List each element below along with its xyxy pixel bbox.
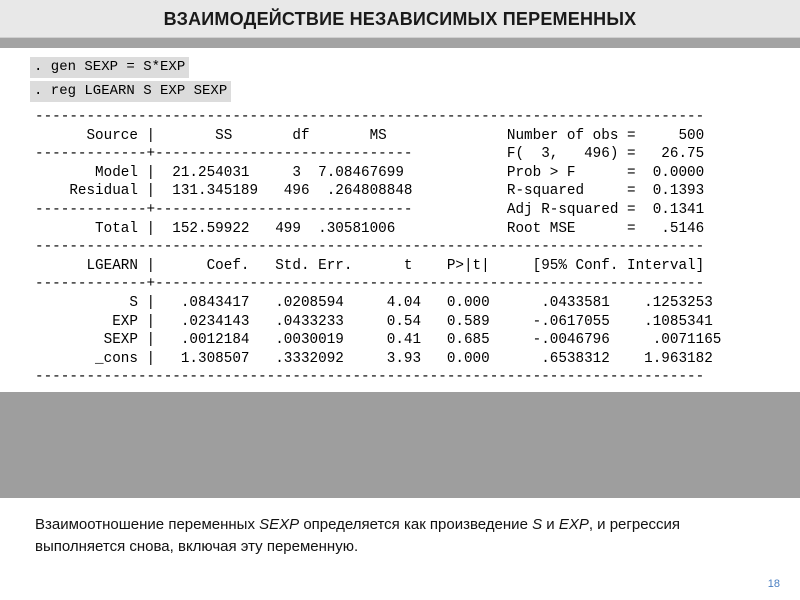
explanation-text bbox=[35, 514, 755, 558]
gray-band bbox=[0, 392, 800, 498]
stata-panel bbox=[0, 48, 800, 392]
note-variable: EXP bbox=[558, 516, 589, 533]
slide-title: ВЗАИМОДЕЙСТВИЕ НЕЗАВИСИМЫХ ПЕРЕМЕННЫХ bbox=[163, 9, 637, 29]
output-line: -------------+------------------------------ Adj R-squared = 0.1341 bbox=[35, 201, 705, 218]
output-line: _cons | 1.308507 .3332092 3.93 0.000 .6538312 1.963182 bbox=[35, 350, 713, 367]
output-line: ------------------------------------------------------------------------------ bbox=[35, 239, 705, 256]
output-line: Source | SS df MS Number of obs = 500 bbox=[35, 127, 705, 144]
page-number: 18 bbox=[767, 578, 780, 590]
output-line: LGEARN | Coef. Std. Err. t P>|t| [95% Conf. Interval] bbox=[35, 257, 705, 274]
output-line: S | .0843417 .0208594 4.04 0.000 .0433581 .1253253 bbox=[35, 294, 713, 311]
note-text: определяется как произведение bbox=[299, 516, 533, 533]
note-text: , и регрессия выполняется снова, включая эту переменную. bbox=[35, 516, 681, 555]
note-variable: S bbox=[532, 516, 543, 533]
reg-command: . reg LGEARN S EXP SEXP bbox=[30, 81, 231, 102]
regression-output bbox=[35, 108, 721, 387]
output-line: EXP | .0234143 .0433233 0.54 0.589 -.0617055 .1085341 bbox=[35, 313, 713, 330]
output-line: ------------------------------------------------------------------------------ bbox=[35, 369, 705, 386]
note-text: и bbox=[542, 516, 559, 533]
output-line: -------------+---------------------------------------------------------------- bbox=[35, 276, 705, 293]
output-line: ------------------------------------------------------------------------------ bbox=[35, 109, 705, 125]
note-area bbox=[0, 498, 800, 600]
output-line: SEXP | .0012184 .0030019 0.41 0.685 -.0046796 .0071165 bbox=[35, 332, 722, 349]
output-line: Residual | 131.345189 496 .264808848 R-squared = 0.1393 bbox=[35, 183, 705, 200]
note-text: Взаимоотношение переменных bbox=[35, 516, 260, 533]
output-line: Total | 152.59922 499 .30581006 Root MSE = .5146 bbox=[35, 220, 705, 237]
title-stripe bbox=[0, 38, 800, 48]
output-line: Model | 21.254031 3 7.08467699 Prob > F = 0.0000 bbox=[35, 164, 705, 181]
note-variable: SEXP bbox=[259, 516, 300, 533]
output-line: -------------+------------------------------ F( 3, 496) = 26.75 bbox=[35, 146, 705, 163]
gen-command: . gen SEXP = S*EXP bbox=[30, 57, 189, 78]
title-bar bbox=[0, 0, 800, 38]
